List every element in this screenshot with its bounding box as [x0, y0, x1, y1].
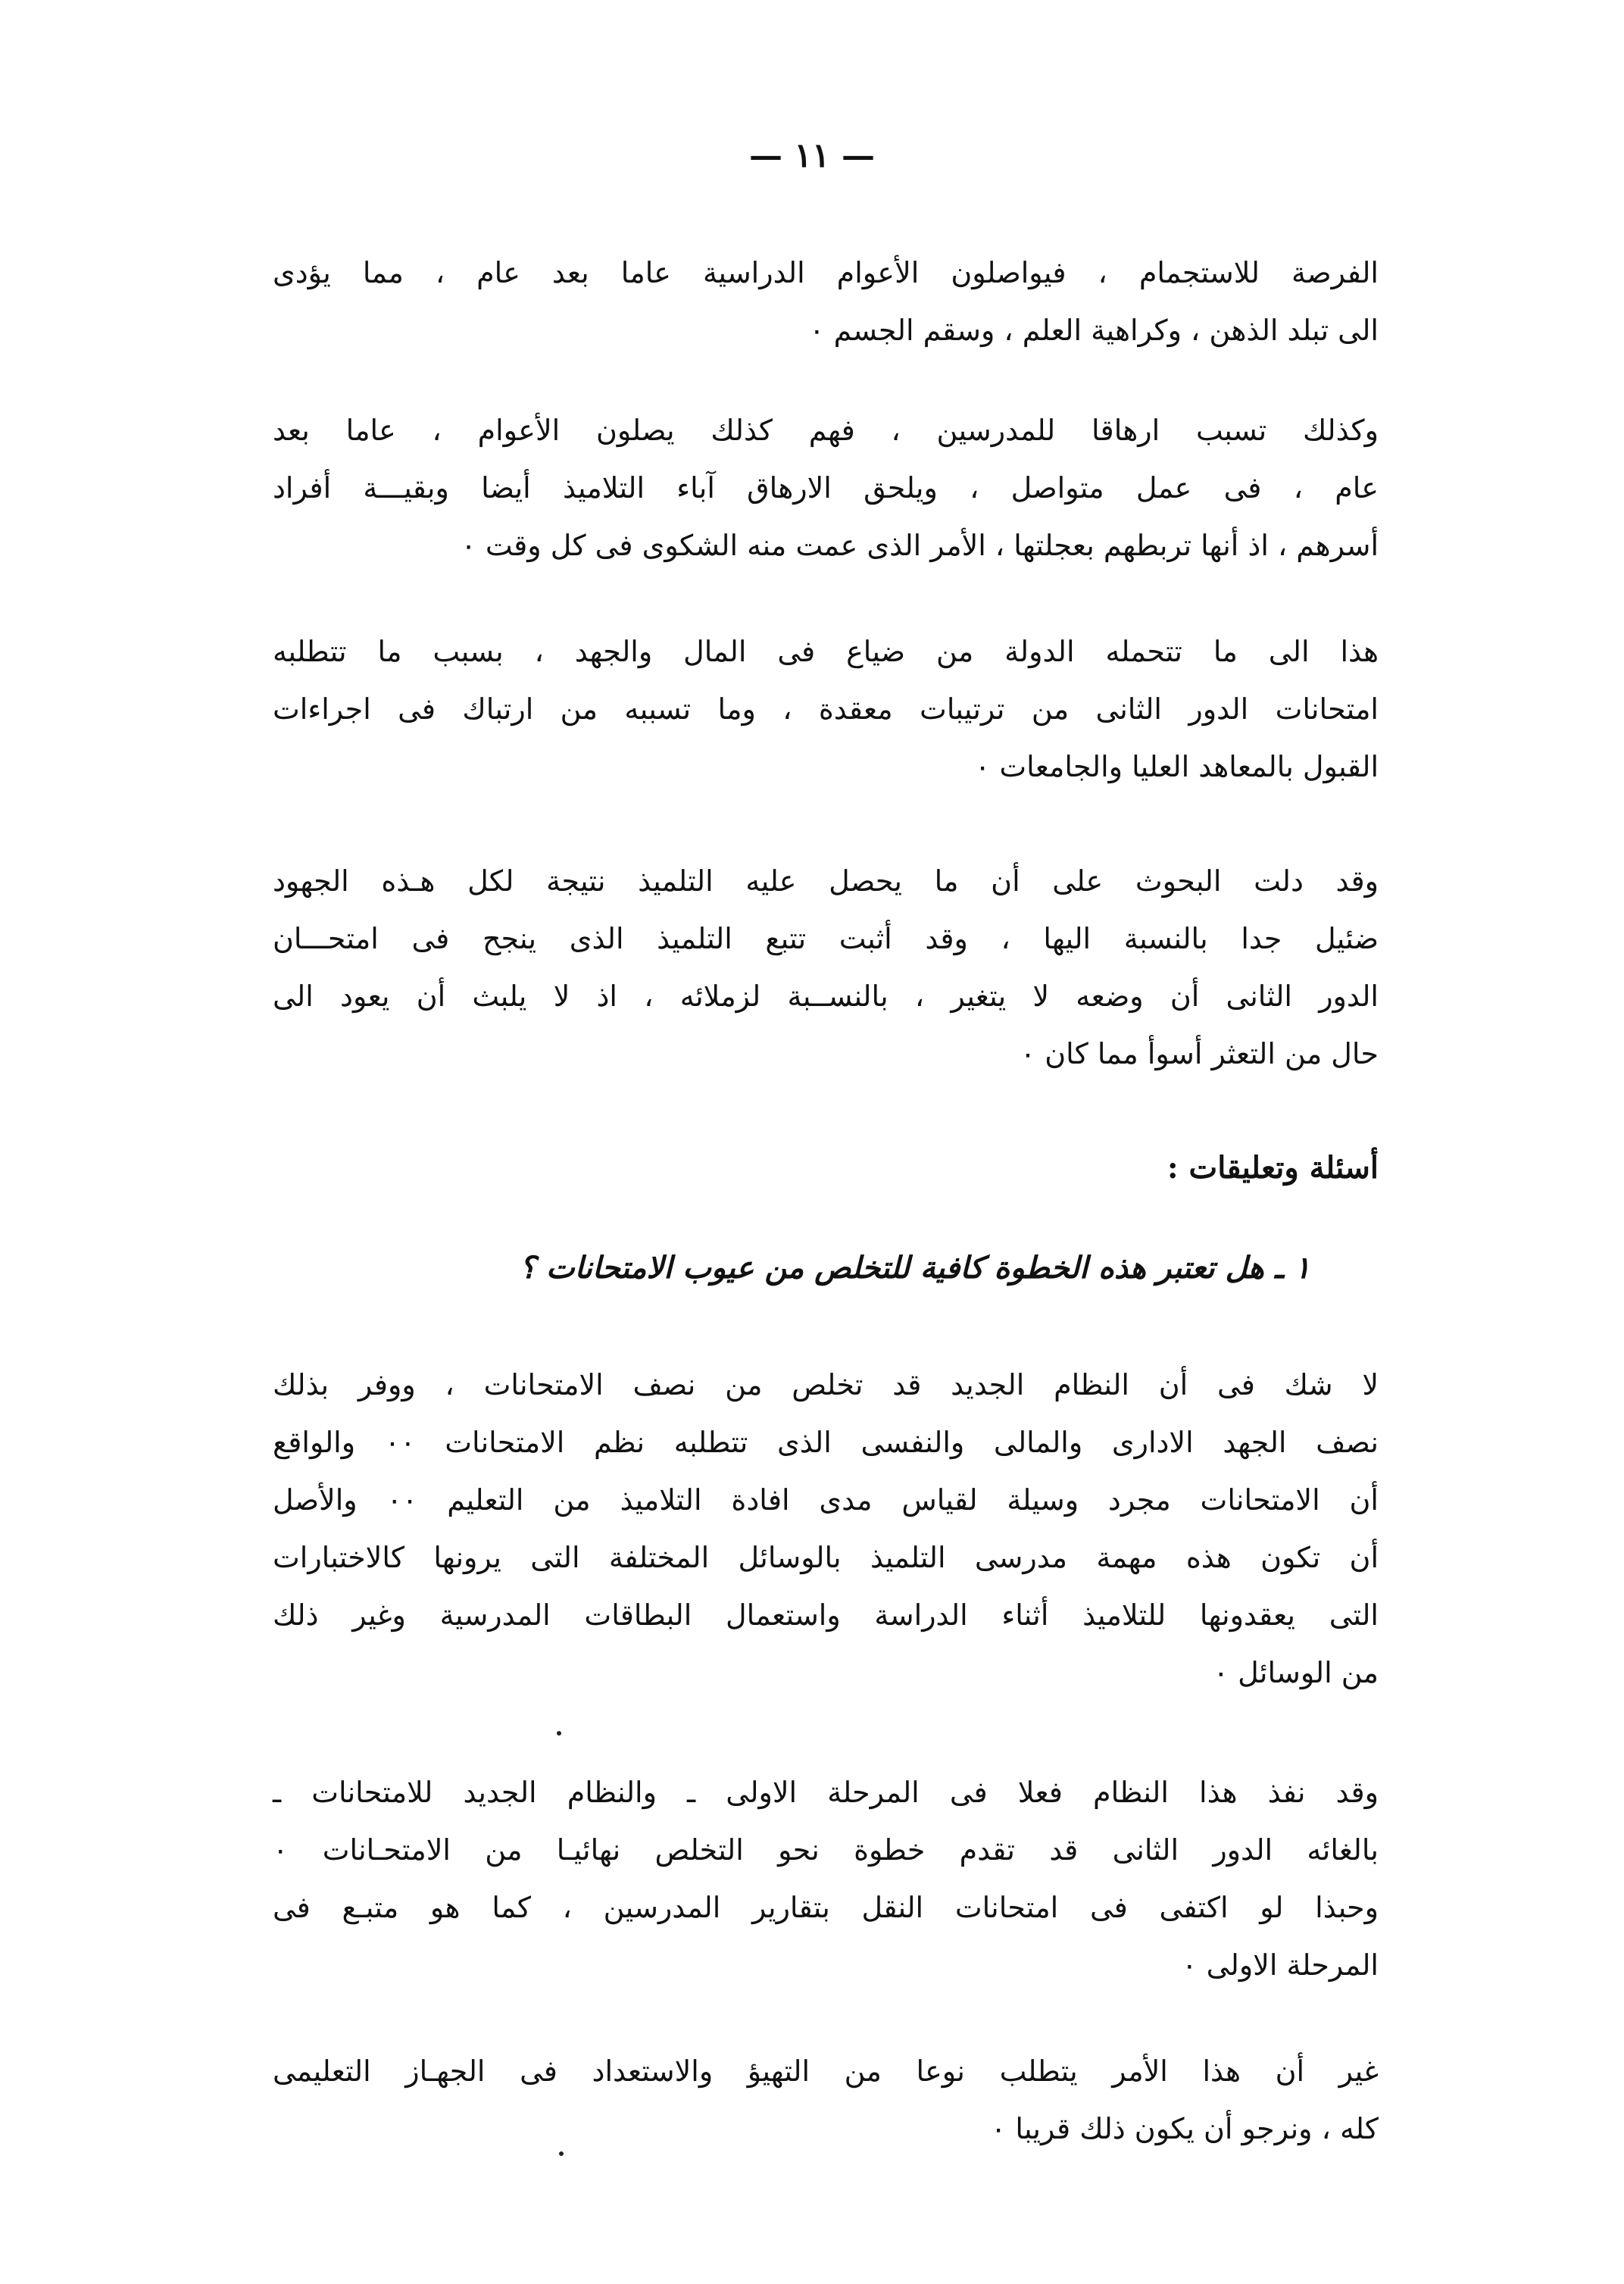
answer-paragraph-3: [273, 2042, 1379, 2157]
paragraph-2: [273, 401, 1379, 574]
text-line: كله ، ونرجو أن يكون ذلك قريبا ٠: [990, 2112, 1379, 2145]
answer-paragraph-2: [273, 1764, 1379, 1994]
paragraph-4: [273, 852, 1379, 1083]
text-line: المرحلة الاولى ٠: [1182, 1948, 1379, 1982]
text-line: أن تكون هذه مهمة مدرسى التلميذ بالوسائل المختلفة التى يرونها كالاختبارات: [273, 1541, 1379, 1574]
paragraph-3: [273, 623, 1379, 795]
answer-paragraph-1: [273, 1356, 1379, 1701]
text-line: وقد نفذ هذا النظام فعلا فى المرحلة الاولى ـ والنظام الجديد للامتحانات ـ: [273, 1776, 1379, 1809]
stray-dot: [557, 1731, 561, 1736]
text-line: لا شك فى أن النظام الجديد قد تخلص من نصف الامتحانات ، ووفر بذلك: [273, 1368, 1379, 1401]
text-line: ضئيل جدا بالنسبة اليها ، وقد أثبت تتبع التلميذ الذى ينجح فى امتحـــان: [273, 922, 1379, 955]
text-line: من الوسائل ٠: [1213, 1656, 1379, 1689]
text-line: حال من التعثر أسوأ مما كان ٠: [1020, 1037, 1379, 1070]
text-line: التى يعقدونها للتلاميذ أثناء الدراسة واستعمال البطاقات المدرسية وغير ذلك: [273, 1598, 1379, 1632]
stray-dot: [559, 2151, 564, 2156]
section-heading: أسئلة وتعليقات :: [1166, 1150, 1379, 1186]
paragraph-1: [273, 244, 1379, 359]
text-line: القبول بالمعاهد العليا والجامعات ٠: [974, 750, 1379, 783]
text-line: أسرهم ، اذ أنها تربطهم بعجلتها ، الأمر الذى عمت منه الشكوى فى كل وقت ٠: [461, 529, 1379, 562]
page-number: — ١١ —: [749, 136, 875, 175]
text-line: الى تبلد الذهن ، وكراهية العلم ، وسقم الجسم ٠: [809, 314, 1379, 347]
text-line: هذا الى ما تتحمله الدولة من ضياع فى المال والجهد ، بسبب ما تتطلبه: [273, 635, 1379, 668]
text-line: وكذلك تسبب ارهاقا للمدرسين ، فهم كذلك يصلون الأعوام ، عاما بعد: [273, 414, 1379, 447]
text-line: غير أن هذا الأمر يتطلب نوعا من التهيؤ والاستعداد فى الجهـاز التعليمى: [273, 2054, 1379, 2088]
question-1: ١ ـ هل تعتبر هذه الخطوة كافية للتخلص من عيوب الامتحانات ؟: [519, 1250, 1310, 1286]
text-line: الفرصة للاستجمام ، فيواصلون الأعوام الدراسية عاما بعد عام ، مما يؤدى: [273, 256, 1379, 289]
text-line: بالغائه الدور الثانى قد تقدم خطوة نحو التخلص نهائيـا من الامتحـانات ٠: [273, 1833, 1379, 1867]
text-line: نصف الجهد الادارى والمالى والنفسى الذى تتطلبه نظم الامتحانات ٠٠ والواقع: [273, 1426, 1379, 1459]
text-line: عام ، فى عمل متواصل ، ويلحق الارهاق آباء التلاميذ أيضا وبقيـــة أفراد: [273, 471, 1379, 505]
text-line: وقد دلت البحوث على أن ما يحصل عليه التلميذ نتيجة لكل هـذه الجهود: [273, 864, 1379, 898]
text-line: الدور الثانى أن وضعه لا يتغير ، بالنســبة لزملائه ، اذ لا يلبث أن يعود الى: [273, 980, 1379, 1013]
text-line: وحبذا لو اكتفى فى امتحانات النقل بتقارير المدرسين ، كما هو متبـع فى: [273, 1891, 1379, 1924]
text-line: امتحانات الدور الثانى من ترتيبات معقدة ، وما تسببه من ارتباك فى اجراءات: [273, 692, 1379, 726]
text-line: أن الامتحانات مجرد وسيلة لقياس مدى افادة التلاميذ من التعليم ٠٠ والأصل: [273, 1483, 1379, 1517]
